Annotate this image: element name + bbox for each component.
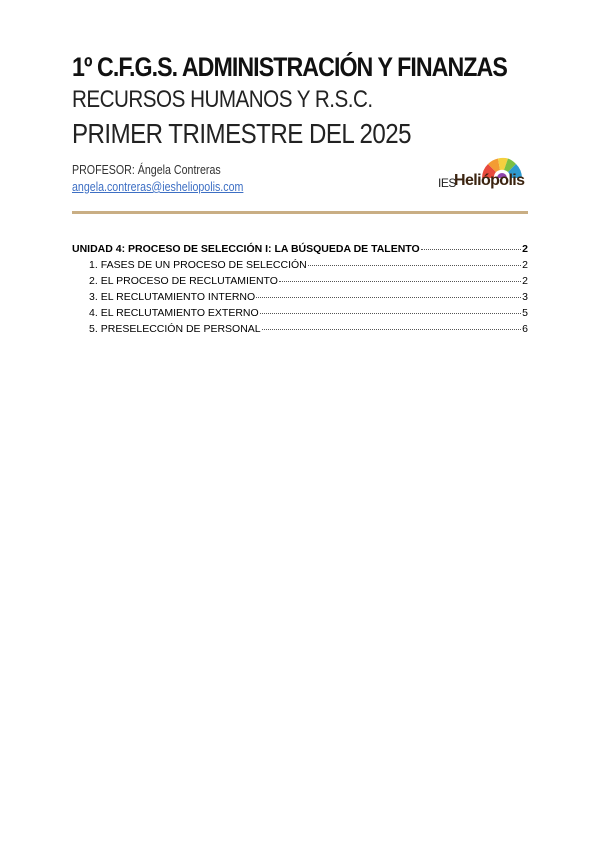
table-of-contents <box>72 242 528 338</box>
toc-entry-page: 2 <box>522 275 528 287</box>
toc-entry-label: FASES DE UN PROCESO DE SELECCIÓN <box>100 259 307 271</box>
toc-leader <box>262 320 521 330</box>
toc-entry[interactable] <box>72 322 528 338</box>
toc-entry-label: EL PROCESO DE RECLUTAMIENTO <box>100 275 278 287</box>
toc-entry-label: EL RECLUTAMIENTO EXTERNO <box>100 307 259 319</box>
toc-main-page: 2 <box>522 243 528 255</box>
toc-entry-label: PRESELECCIÓN DE PERSONAL <box>100 323 261 335</box>
toc-leader <box>279 272 521 282</box>
toc-entry-number: 3. <box>89 291 98 303</box>
toc-leader <box>256 288 521 298</box>
header-divider <box>72 211 528 214</box>
teacher-name: PROFESOR: Ángela Contreras <box>72 162 221 177</box>
toc-leader <box>421 240 521 250</box>
teacher-email-link[interactable]: angela.contreras@iesheliopolis.com <box>72 179 244 194</box>
toc-entry-page: 6 <box>522 323 528 335</box>
term-title: PRIMER TRIMESTRE DEL 2025 <box>72 118 412 149</box>
toc-entry-number: 5. <box>89 323 98 335</box>
toc-leader <box>308 256 521 266</box>
toc-entry-number: 1. <box>89 259 98 271</box>
school-logo <box>438 154 530 194</box>
toc-entry-label: EL RECLUTAMIENTO INTERNO <box>100 291 256 303</box>
toc-entry-number: 4. <box>89 307 98 319</box>
toc-entry-page: 2 <box>522 259 528 271</box>
toc-entry-page: 3 <box>522 291 528 303</box>
toc-leader <box>260 304 521 314</box>
logo-prefix: IES <box>438 176 456 190</box>
toc-main-label: UNIDAD 4: PROCESO DE SELECCIÓN I: LA BÚSQUEDA DE TALENTO <box>72 243 420 255</box>
toc-entry-number: 2. <box>89 275 98 287</box>
subject-title: RECURSOS HUMANOS Y R.S.C. <box>72 86 373 113</box>
course-title: 1º C.F.G.S. ADMINISTRACIÓN Y FINANZAS <box>72 52 507 82</box>
toc-entry-page: 5 <box>522 307 528 319</box>
logo-name: Heliópolis <box>454 172 525 189</box>
